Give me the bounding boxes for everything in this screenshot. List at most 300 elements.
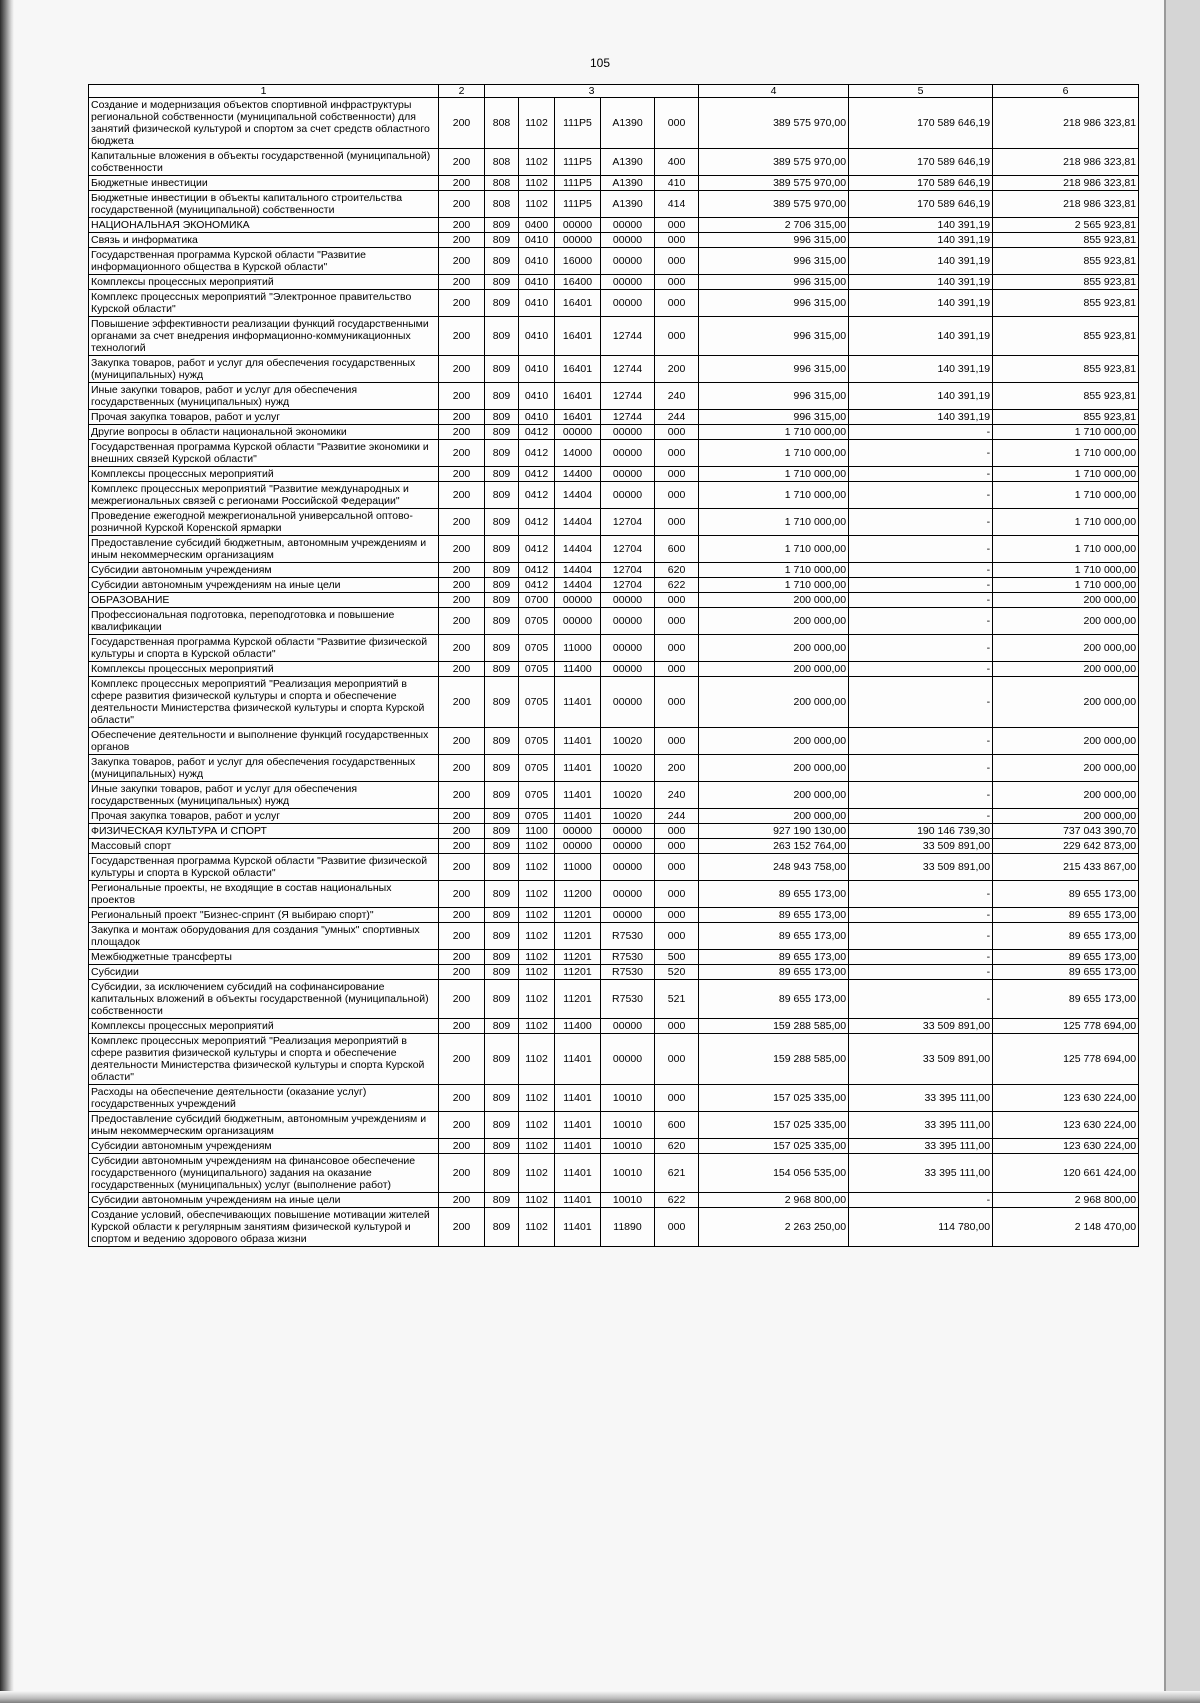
table-row bbox=[89, 635, 1139, 662]
row-value-remaining: 89 655 173,00 bbox=[993, 980, 1139, 1019]
table-row bbox=[89, 662, 1139, 677]
row-value-executed: - bbox=[849, 908, 993, 923]
row-code-ministry: 808 bbox=[485, 149, 519, 176]
row-value-approved: 1 710 000,00 bbox=[699, 563, 849, 578]
row-name: Прочая закупка товаров, работ и услуг bbox=[89, 809, 439, 824]
row-code-program: 11401 bbox=[555, 782, 601, 809]
row-code-expense-type: 200 bbox=[655, 755, 699, 782]
row-value-remaining: 855 923,81 bbox=[993, 248, 1139, 275]
row-code-program: 14404 bbox=[555, 509, 601, 536]
row-name: Создание условий, обеспечивающих повышение мотивации жителей Курской области к регулярным занятиям физической культурой и спортом и ведению здорового образа жизни bbox=[89, 1208, 439, 1247]
page-number: 105 bbox=[589, 56, 611, 70]
row-code-program: 11000 bbox=[555, 854, 601, 881]
row-code-section: 1100 bbox=[519, 824, 555, 839]
row-value-remaining: 1 710 000,00 bbox=[993, 509, 1139, 536]
row-value-approved: 2 968 800,00 bbox=[699, 1193, 849, 1208]
table-row bbox=[89, 950, 1139, 965]
row-code-direction: 00000 bbox=[601, 635, 655, 662]
row-value-approved: 263 152 764,00 bbox=[699, 839, 849, 854]
row-value-remaining: 125 778 694,00 bbox=[993, 1034, 1139, 1085]
row-code-ministry: 809 bbox=[485, 1034, 519, 1085]
row-value-remaining: 200 000,00 bbox=[993, 635, 1139, 662]
row-code-direction: 00000 bbox=[601, 593, 655, 608]
row-code-admin: 200 bbox=[439, 608, 485, 635]
row-value-approved: 89 655 173,00 bbox=[699, 908, 849, 923]
table-row bbox=[89, 908, 1139, 923]
row-code-ministry: 809 bbox=[485, 1019, 519, 1034]
row-code-admin: 200 bbox=[439, 248, 485, 275]
row-value-executed: 190 146 739,30 bbox=[849, 824, 993, 839]
row-code-section: 0705 bbox=[519, 662, 555, 677]
row-value-approved: 996 315,00 bbox=[699, 233, 849, 248]
row-code-ministry: 809 bbox=[485, 536, 519, 563]
row-code-expense-type: 000 bbox=[655, 824, 699, 839]
row-value-remaining: 89 655 173,00 bbox=[993, 881, 1139, 908]
row-code-section: 0705 bbox=[519, 608, 555, 635]
row-code-direction: 10010 bbox=[601, 1193, 655, 1208]
row-code-admin: 200 bbox=[439, 782, 485, 809]
row-code-admin: 200 bbox=[439, 677, 485, 728]
row-code-program: 14404 bbox=[555, 578, 601, 593]
row-code-expense-type: 000 bbox=[655, 467, 699, 482]
row-code-ministry: 809 bbox=[485, 248, 519, 275]
row-code-section: 1102 bbox=[519, 1112, 555, 1139]
table-row bbox=[89, 1019, 1139, 1034]
row-name: Предоставление субсидий бюджетным, автономным учреждениям и иным некоммерческим организациям bbox=[89, 536, 439, 563]
table-row bbox=[89, 98, 1139, 149]
row-code-expense-type: 622 bbox=[655, 578, 699, 593]
row-code-expense-type: 000 bbox=[655, 908, 699, 923]
table-row bbox=[89, 677, 1139, 728]
row-value-remaining: 855 923,81 bbox=[993, 275, 1139, 290]
row-code-ministry: 809 bbox=[485, 908, 519, 923]
row-code-expense-type: 000 bbox=[655, 1034, 699, 1085]
row-value-approved: 200 000,00 bbox=[699, 677, 849, 728]
row-value-executed: 33 395 111,00 bbox=[849, 1154, 993, 1193]
row-code-direction: 10020 bbox=[601, 809, 655, 824]
row-name: Обеспечение деятельности и выполнение функций государственных органов bbox=[89, 728, 439, 755]
row-value-remaining: 737 043 390,70 bbox=[993, 824, 1139, 839]
row-code-expense-type: 000 bbox=[655, 233, 699, 248]
row-code-direction: 00000 bbox=[601, 290, 655, 317]
row-code-admin: 200 bbox=[439, 824, 485, 839]
table-row bbox=[89, 728, 1139, 755]
row-code-expense-type: 000 bbox=[655, 440, 699, 467]
row-code-section: 0705 bbox=[519, 728, 555, 755]
row-code-ministry: 809 bbox=[485, 1193, 519, 1208]
row-value-approved: 89 655 173,00 bbox=[699, 950, 849, 965]
row-code-program: 11401 bbox=[555, 755, 601, 782]
row-code-program: 11401 bbox=[555, 1208, 601, 1247]
row-code-admin: 200 bbox=[439, 176, 485, 191]
row-code-section: 0705 bbox=[519, 635, 555, 662]
row-code-expense-type: 600 bbox=[655, 536, 699, 563]
row-code-direction: 00000 bbox=[601, 248, 655, 275]
row-code-section: 1102 bbox=[519, 854, 555, 881]
table-row bbox=[89, 356, 1139, 383]
row-code-section: 0412 bbox=[519, 440, 555, 467]
row-value-approved: 159 288 585,00 bbox=[699, 1019, 849, 1034]
row-code-program: 11000 bbox=[555, 635, 601, 662]
row-value-executed: - bbox=[849, 782, 993, 809]
row-value-remaining: 1 710 000,00 bbox=[993, 563, 1139, 578]
table-row bbox=[89, 854, 1139, 881]
row-value-remaining: 855 923,81 bbox=[993, 317, 1139, 356]
row-value-executed: - bbox=[849, 536, 993, 563]
row-code-section: 0700 bbox=[519, 593, 555, 608]
row-code-section: 1102 bbox=[519, 1139, 555, 1154]
row-code-direction: 00000 bbox=[601, 881, 655, 908]
row-value-remaining: 89 655 173,00 bbox=[993, 965, 1139, 980]
row-code-admin: 200 bbox=[439, 950, 485, 965]
row-code-expense-type: 000 bbox=[655, 248, 699, 275]
row-code-admin: 200 bbox=[439, 410, 485, 425]
row-code-section: 1102 bbox=[519, 881, 555, 908]
row-name: ФИЗИЧЕСКАЯ КУЛЬТУРА И СПОРТ bbox=[89, 824, 439, 839]
row-value-remaining: 855 923,81 bbox=[993, 290, 1139, 317]
row-value-remaining: 218 986 323,81 bbox=[993, 149, 1139, 176]
row-code-program: 00000 bbox=[555, 608, 601, 635]
table-row bbox=[89, 563, 1139, 578]
row-code-program: 16401 bbox=[555, 383, 601, 410]
table-row bbox=[89, 425, 1139, 440]
row-name: Субсидии автономным учреждениям на иные цели bbox=[89, 578, 439, 593]
table-row bbox=[89, 317, 1139, 356]
row-value-executed: 140 391,19 bbox=[849, 233, 993, 248]
row-code-expense-type: 000 bbox=[655, 608, 699, 635]
row-code-ministry: 809 bbox=[485, 593, 519, 608]
row-code-section: 0410 bbox=[519, 233, 555, 248]
row-value-approved: 996 315,00 bbox=[699, 275, 849, 290]
row-value-executed: - bbox=[849, 755, 993, 782]
row-code-section: 0412 bbox=[519, 563, 555, 578]
row-code-expense-type: 000 bbox=[655, 728, 699, 755]
row-code-expense-type: 600 bbox=[655, 1112, 699, 1139]
row-code-ministry: 809 bbox=[485, 1139, 519, 1154]
row-code-admin: 200 bbox=[439, 275, 485, 290]
row-code-admin: 200 bbox=[439, 563, 485, 578]
row-name: Иные закупки товаров, работ и услуг для обеспечения государственных (муниципальных) нужд bbox=[89, 383, 439, 410]
row-value-remaining: 2 968 800,00 bbox=[993, 1193, 1139, 1208]
row-value-remaining: 200 000,00 bbox=[993, 809, 1139, 824]
table-row bbox=[89, 593, 1139, 608]
row-code-expense-type: 000 bbox=[655, 509, 699, 536]
row-code-section: 1102 bbox=[519, 950, 555, 965]
row-code-program: 11401 bbox=[555, 728, 601, 755]
row-code-ministry: 809 bbox=[485, 383, 519, 410]
row-value-approved: 2 706 315,00 bbox=[699, 218, 849, 233]
row-code-program: 14404 bbox=[555, 563, 601, 578]
row-name: Прочая закупка товаров, работ и услуг bbox=[89, 410, 439, 425]
table-row bbox=[89, 248, 1139, 275]
row-code-expense-type: 000 bbox=[655, 218, 699, 233]
row-code-expense-type: 620 bbox=[655, 1139, 699, 1154]
row-value-remaining: 200 000,00 bbox=[993, 608, 1139, 635]
row-code-ministry: 808 bbox=[485, 191, 519, 218]
row-code-section: 0705 bbox=[519, 782, 555, 809]
row-code-expense-type: 622 bbox=[655, 1193, 699, 1208]
row-value-executed: - bbox=[849, 440, 993, 467]
row-code-program: 111P5 bbox=[555, 191, 601, 218]
row-value-executed: - bbox=[849, 980, 993, 1019]
row-code-program: 14404 bbox=[555, 536, 601, 563]
row-code-program: 00000 bbox=[555, 593, 601, 608]
row-value-approved: 996 315,00 bbox=[699, 356, 849, 383]
row-value-executed: 170 589 646,19 bbox=[849, 191, 993, 218]
row-value-remaining: 855 923,81 bbox=[993, 356, 1139, 383]
row-code-admin: 200 bbox=[439, 440, 485, 467]
row-code-expense-type: 521 bbox=[655, 980, 699, 1019]
row-code-program: 11201 bbox=[555, 980, 601, 1019]
row-code-ministry: 809 bbox=[485, 410, 519, 425]
row-code-section: 0705 bbox=[519, 809, 555, 824]
row-value-executed: 170 589 646,19 bbox=[849, 98, 993, 149]
row-code-program: 16401 bbox=[555, 356, 601, 383]
row-code-section: 1102 bbox=[519, 980, 555, 1019]
row-name: ОБРАЗОВАНИЕ bbox=[89, 593, 439, 608]
row-code-ministry: 808 bbox=[485, 176, 519, 191]
row-code-direction: 00000 bbox=[601, 1019, 655, 1034]
row-code-section: 1102 bbox=[519, 839, 555, 854]
row-code-program: 16401 bbox=[555, 410, 601, 425]
row-code-ministry: 809 bbox=[485, 467, 519, 482]
row-code-ministry: 809 bbox=[485, 509, 519, 536]
row-name: Комплексы процессных мероприятий bbox=[89, 662, 439, 677]
row-name: Связь и информатика bbox=[89, 233, 439, 248]
row-code-ministry: 809 bbox=[485, 635, 519, 662]
row-code-direction: 00000 bbox=[601, 218, 655, 233]
row-value-executed: 170 589 646,19 bbox=[849, 149, 993, 176]
header-col-6: 6 bbox=[993, 85, 1139, 98]
row-code-direction: 00000 bbox=[601, 908, 655, 923]
table-row bbox=[89, 824, 1139, 839]
row-code-program: 11401 bbox=[555, 677, 601, 728]
row-value-executed: - bbox=[849, 563, 993, 578]
row-name: Комплексы процессных мероприятий bbox=[89, 275, 439, 290]
row-value-approved: 200 000,00 bbox=[699, 728, 849, 755]
row-code-ministry: 809 bbox=[485, 356, 519, 383]
row-code-program: 11401 bbox=[555, 1193, 601, 1208]
row-code-direction: 11890 bbox=[601, 1208, 655, 1247]
row-value-approved: 200 000,00 bbox=[699, 662, 849, 677]
row-value-approved: 389 575 970,00 bbox=[699, 191, 849, 218]
row-value-executed: - bbox=[849, 950, 993, 965]
row-name: Повышение эффективности реализации функций государственными органами за счет внедрения информационно-коммуникационных технологий bbox=[89, 317, 439, 356]
row-code-program: 16401 bbox=[555, 317, 601, 356]
row-code-section: 0410 bbox=[519, 290, 555, 317]
row-name: Массовый спорт bbox=[89, 839, 439, 854]
row-code-program: 14400 bbox=[555, 467, 601, 482]
table-row bbox=[89, 383, 1139, 410]
row-code-program: 00000 bbox=[555, 839, 601, 854]
row-value-approved: 389 575 970,00 bbox=[699, 98, 849, 149]
row-code-admin: 200 bbox=[439, 425, 485, 440]
row-code-expense-type: 000 bbox=[655, 881, 699, 908]
row-code-program: 16000 bbox=[555, 248, 601, 275]
table-row bbox=[89, 275, 1139, 290]
row-code-admin: 200 bbox=[439, 383, 485, 410]
row-code-ministry: 809 bbox=[485, 482, 519, 509]
row-value-executed: - bbox=[849, 425, 993, 440]
row-code-section: 1102 bbox=[519, 908, 555, 923]
row-code-ministry: 809 bbox=[485, 809, 519, 824]
row-code-expense-type: 410 bbox=[655, 176, 699, 191]
row-code-admin: 200 bbox=[439, 356, 485, 383]
row-code-direction: 00000 bbox=[601, 854, 655, 881]
row-name: Комплекс процессных мероприятий "Реализация мероприятий в сфере развития физической культуры и спорта и обеспечение деятельности Министерства физической культуры и спорта Курской области" bbox=[89, 677, 439, 728]
row-value-executed: - bbox=[849, 482, 993, 509]
row-code-admin: 200 bbox=[439, 923, 485, 950]
row-code-section: 0412 bbox=[519, 578, 555, 593]
row-value-executed: - bbox=[849, 662, 993, 677]
row-value-remaining: 855 923,81 bbox=[993, 233, 1139, 248]
header-col-5: 5 bbox=[849, 85, 993, 98]
row-code-ministry: 809 bbox=[485, 218, 519, 233]
row-name: Комплекс процессных мероприятий "Электронное правительство Курской области" bbox=[89, 290, 439, 317]
row-code-direction: R7530 bbox=[601, 980, 655, 1019]
table-row bbox=[89, 608, 1139, 635]
row-code-expense-type: 000 bbox=[655, 677, 699, 728]
row-code-direction: 12744 bbox=[601, 356, 655, 383]
table-row bbox=[89, 755, 1139, 782]
row-value-approved: 248 943 758,00 bbox=[699, 854, 849, 881]
row-code-direction: 00000 bbox=[601, 482, 655, 509]
table-row bbox=[89, 923, 1139, 950]
row-code-section: 0410 bbox=[519, 410, 555, 425]
row-value-remaining: 200 000,00 bbox=[993, 782, 1139, 809]
row-value-executed: 140 391,19 bbox=[849, 248, 993, 275]
row-value-approved: 996 315,00 bbox=[699, 317, 849, 356]
row-value-executed: 140 391,19 bbox=[849, 290, 993, 317]
row-name: Субсидии автономным учреждениям на иные цели bbox=[89, 1193, 439, 1208]
row-code-direction: 12704 bbox=[601, 563, 655, 578]
row-name: Государственная программа Курской области "Развитие информационного общества в Курской области" bbox=[89, 248, 439, 275]
row-value-executed: 170 589 646,19 bbox=[849, 176, 993, 191]
row-code-section: 1102 bbox=[519, 1154, 555, 1193]
row-code-ministry: 809 bbox=[485, 317, 519, 356]
table-row bbox=[89, 1034, 1139, 1085]
row-name: Государственная программа Курской области "Развитие физической культуры и спорта в Курской области" bbox=[89, 854, 439, 881]
row-code-program: 11200 bbox=[555, 881, 601, 908]
row-code-section: 1102 bbox=[519, 1193, 555, 1208]
row-value-executed: - bbox=[849, 635, 993, 662]
row-code-direction: 10020 bbox=[601, 755, 655, 782]
row-code-direction: 12704 bbox=[601, 536, 655, 563]
row-code-expense-type: 200 bbox=[655, 356, 699, 383]
row-value-executed: - bbox=[849, 923, 993, 950]
row-code-section: 1102 bbox=[519, 176, 555, 191]
row-value-executed: 33 395 111,00 bbox=[849, 1085, 993, 1112]
table-row bbox=[89, 440, 1139, 467]
table-row bbox=[89, 881, 1139, 908]
row-code-admin: 200 bbox=[439, 233, 485, 248]
row-value-approved: 200 000,00 bbox=[699, 593, 849, 608]
row-value-approved: 157 025 335,00 bbox=[699, 1112, 849, 1139]
row-code-expense-type: 000 bbox=[655, 290, 699, 317]
header-col-2: 2 bbox=[439, 85, 485, 98]
row-value-remaining: 89 655 173,00 bbox=[993, 950, 1139, 965]
row-code-program: 111P5 bbox=[555, 98, 601, 149]
row-value-executed: - bbox=[849, 965, 993, 980]
row-name: Закупка и монтаж оборудования для создания "умных" спортивных площадок bbox=[89, 923, 439, 950]
row-code-section: 0412 bbox=[519, 425, 555, 440]
row-name: Закупка товаров, работ и услуг для обеспечения государственных (муниципальных) нужд bbox=[89, 356, 439, 383]
row-name: Субсидии автономным учреждениям bbox=[89, 1139, 439, 1154]
row-code-program: 00000 bbox=[555, 218, 601, 233]
row-code-ministry: 809 bbox=[485, 275, 519, 290]
row-code-admin: 200 bbox=[439, 218, 485, 233]
row-value-remaining: 1 710 000,00 bbox=[993, 440, 1139, 467]
table-row bbox=[89, 149, 1139, 176]
row-code-admin: 200 bbox=[439, 1085, 485, 1112]
row-name: Региональные проекты, не входящие в состав национальных проектов bbox=[89, 881, 439, 908]
row-code-ministry: 809 bbox=[485, 824, 519, 839]
row-value-remaining: 89 655 173,00 bbox=[993, 908, 1139, 923]
row-value-approved: 996 315,00 bbox=[699, 410, 849, 425]
row-code-direction: 12744 bbox=[601, 410, 655, 425]
row-code-program: 11401 bbox=[555, 1112, 601, 1139]
row-code-direction: A1390 bbox=[601, 98, 655, 149]
row-name: Профессиональная подготовка, переподготовка и повышение квалификации bbox=[89, 608, 439, 635]
header-col-3: 3 bbox=[485, 85, 699, 98]
table-row bbox=[89, 1154, 1139, 1193]
table-row bbox=[89, 965, 1139, 980]
row-code-direction: 00000 bbox=[601, 677, 655, 728]
row-code-expense-type: 240 bbox=[655, 383, 699, 410]
row-value-executed: - bbox=[849, 809, 993, 824]
row-value-remaining: 89 655 173,00 bbox=[993, 923, 1139, 950]
row-value-remaining: 1 710 000,00 bbox=[993, 482, 1139, 509]
row-code-admin: 200 bbox=[439, 854, 485, 881]
row-code-expense-type: 000 bbox=[655, 662, 699, 677]
row-value-executed: 33 395 111,00 bbox=[849, 1112, 993, 1139]
row-code-section: 0410 bbox=[519, 248, 555, 275]
row-name: Субсидии автономным учреждениям bbox=[89, 563, 439, 578]
row-value-executed: - bbox=[849, 677, 993, 728]
table-row bbox=[89, 218, 1139, 233]
row-code-admin: 200 bbox=[439, 536, 485, 563]
row-name: Предоставление субсидий бюджетным, автономным учреждениям и иным некоммерческим организациям bbox=[89, 1112, 439, 1139]
row-code-direction: R7530 bbox=[601, 950, 655, 965]
table-header-row bbox=[89, 85, 1139, 98]
table-row bbox=[89, 233, 1139, 248]
table-row bbox=[89, 1085, 1139, 1112]
row-code-direction: 00000 bbox=[601, 608, 655, 635]
row-code-admin: 200 bbox=[439, 635, 485, 662]
row-code-expense-type: 244 bbox=[655, 410, 699, 425]
row-name: Комплексы процессных мероприятий bbox=[89, 467, 439, 482]
row-code-direction: A1390 bbox=[601, 176, 655, 191]
row-name: Иные закупки товаров, работ и услуг для обеспечения государственных (муниципальных) нужд bbox=[89, 782, 439, 809]
table-row bbox=[89, 578, 1139, 593]
row-code-ministry: 809 bbox=[485, 1154, 519, 1193]
row-code-section: 0412 bbox=[519, 509, 555, 536]
row-code-ministry: 809 bbox=[485, 755, 519, 782]
row-value-approved: 200 000,00 bbox=[699, 608, 849, 635]
row-code-admin: 200 bbox=[439, 1208, 485, 1247]
row-name: Субсидии bbox=[89, 965, 439, 980]
row-value-approved: 1 710 000,00 bbox=[699, 578, 849, 593]
row-code-admin: 200 bbox=[439, 317, 485, 356]
row-code-expense-type: 620 bbox=[655, 563, 699, 578]
row-code-admin: 200 bbox=[439, 908, 485, 923]
row-code-admin: 200 bbox=[439, 965, 485, 980]
row-value-approved: 200 000,00 bbox=[699, 809, 849, 824]
table-row bbox=[89, 1208, 1139, 1247]
table-row bbox=[89, 536, 1139, 563]
row-value-remaining: 1 710 000,00 bbox=[993, 578, 1139, 593]
row-value-approved: 927 190 130,00 bbox=[699, 824, 849, 839]
